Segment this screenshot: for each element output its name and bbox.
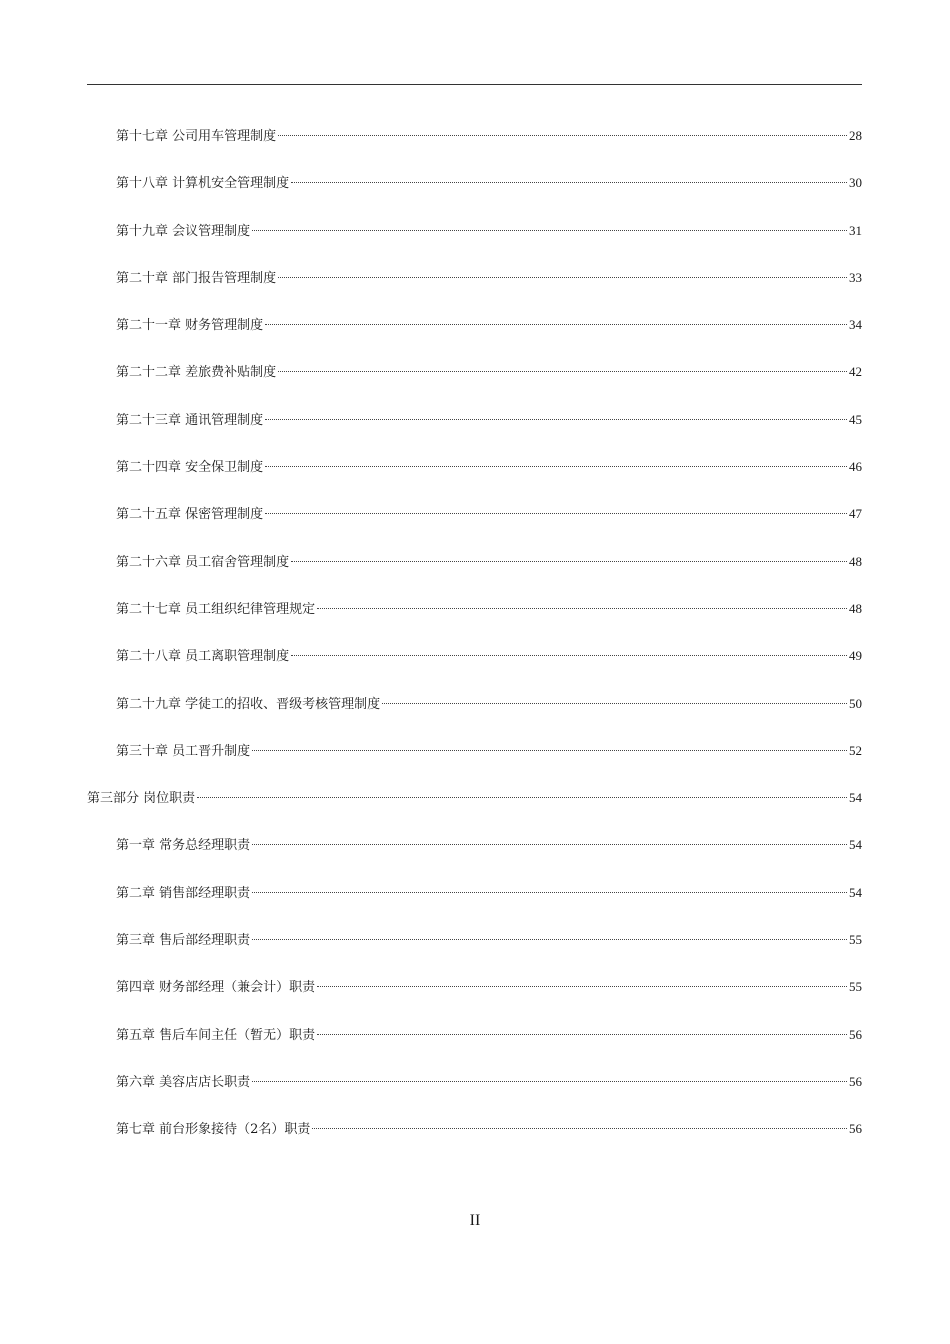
toc-dot-leader xyxy=(291,182,847,183)
toc-chapter-entry[interactable] xyxy=(87,680,862,727)
toc-entry-page: 48 xyxy=(849,553,862,569)
toc-entry-label: 第三部分 岗位职责 xyxy=(87,791,196,807)
toc-dot-leader xyxy=(265,419,847,420)
toc-entry-label: 第十七章 公司用车管理制度 xyxy=(116,129,277,144)
toc-entry-page: 48 xyxy=(849,600,862,616)
toc-entry-page: 28 xyxy=(849,128,862,143)
toc-entry-label: 第二十七章 员工组织纪律管理规定 xyxy=(116,601,316,617)
toc-dot-leader xyxy=(252,1081,847,1082)
toc-dot-leader xyxy=(278,135,847,136)
toc-entry-label: 第六章 美容店店长职责 xyxy=(116,1074,251,1090)
toc-entry-label: 第二十九章 学徒工的招收、晋级考核管理制度 xyxy=(116,696,381,712)
toc-chapter-entry[interactable] xyxy=(87,727,862,774)
toc-dot-leader xyxy=(278,277,847,278)
table-of-contents xyxy=(87,112,862,1153)
header-rule xyxy=(87,84,862,85)
toc-dot-leader xyxy=(265,513,847,514)
toc-dot-leader xyxy=(291,655,847,656)
toc-chapter-entry[interactable] xyxy=(87,1011,862,1058)
toc-dot-leader xyxy=(265,466,847,467)
toc-dot-leader xyxy=(197,797,847,798)
toc-chapter-entry[interactable] xyxy=(87,396,862,443)
toc-entry-label: 第二十三章 通讯管理制度 xyxy=(116,412,264,428)
toc-entry-page: 56 xyxy=(849,1073,862,1089)
toc-entry-page: 55 xyxy=(849,932,862,948)
toc-chapter-entry[interactable] xyxy=(87,821,862,868)
toc-entry-label: 第七章 前台形象接待（2名）职责 xyxy=(116,1122,311,1138)
toc-dot-leader xyxy=(252,750,847,751)
toc-chapter-entry[interactable] xyxy=(87,301,862,348)
toc-dot-leader xyxy=(252,230,847,231)
toc-entry-page: 47 xyxy=(849,506,862,522)
page-number: II xyxy=(469,1212,481,1229)
toc-chapter-entry[interactable] xyxy=(87,538,862,585)
toc-chapter-entry[interactable] xyxy=(87,254,862,301)
toc-dot-leader xyxy=(252,844,847,845)
toc-entry-page: 33 xyxy=(849,269,862,285)
toc-chapter-entry[interactable] xyxy=(87,869,862,916)
toc-entry-label: 第十八章 计算机安全管理制度 xyxy=(116,176,290,192)
toc-chapter-entry[interactable] xyxy=(87,159,862,206)
toc-chapter-entry[interactable] xyxy=(87,632,862,679)
toc-entry-page: 31 xyxy=(849,222,862,238)
toc-entry-label: 第一章 常务总经理职责 xyxy=(116,838,251,854)
toc-chapter-entry[interactable] xyxy=(87,443,862,490)
toc-chapter-entry[interactable] xyxy=(87,112,862,159)
toc-entry-page: 30 xyxy=(849,175,862,191)
toc-entry-label: 第三章 售后部经理职责 xyxy=(116,933,251,949)
toc-entry-page: 52 xyxy=(849,742,862,758)
toc-chapter-entry[interactable] xyxy=(87,207,862,254)
toc-entry-page: 56 xyxy=(849,1026,862,1042)
toc-entry-page: 46 xyxy=(849,459,862,475)
toc-dot-leader xyxy=(317,1034,847,1035)
toc-entry-page: 50 xyxy=(849,695,862,711)
toc-chapter-entry[interactable] xyxy=(87,348,862,395)
toc-dot-leader xyxy=(265,324,847,325)
toc-entry-label: 第二十章 部门报告管理制度 xyxy=(116,270,277,286)
toc-entry-label: 第五章 售后车间主任（暂无）职责 xyxy=(116,1027,316,1043)
toc-dot-leader xyxy=(317,986,847,987)
toc-entry-label: 第二十二章 差旅费补贴制度 xyxy=(116,365,277,381)
toc-chapter-entry[interactable] xyxy=(87,490,862,537)
toc-entry-page: 56 xyxy=(849,1121,862,1137)
toc-entry-page: 45 xyxy=(849,411,862,427)
toc-dot-leader xyxy=(312,1128,847,1129)
toc-entry-page: 54 xyxy=(849,837,862,853)
toc-dot-leader xyxy=(278,371,847,372)
toc-entry-page: 54 xyxy=(849,884,862,900)
toc-entry-page: 42 xyxy=(849,364,862,380)
toc-dot-leader xyxy=(317,608,847,609)
toc-dot-leader xyxy=(252,939,847,940)
toc-dot-leader xyxy=(382,703,847,704)
toc-chapter-entry[interactable] xyxy=(87,963,862,1010)
toc-entry-label: 第四章 财务部经理（兼会计）职责 xyxy=(116,980,316,996)
toc-part-entry[interactable] xyxy=(87,774,862,821)
toc-entry-page: 54 xyxy=(849,790,862,806)
toc-chapter-entry[interactable] xyxy=(87,1105,862,1152)
toc-entry-label: 第二十五章 保密管理制度 xyxy=(116,507,264,523)
toc-dot-leader xyxy=(252,892,847,893)
toc-entry-label: 第二章 销售部经理职责 xyxy=(116,885,251,901)
toc-entry-label: 第二十一章 财务管理制度 xyxy=(116,318,264,334)
toc-entry-page: 49 xyxy=(849,648,862,664)
toc-entry-label: 第二十六章 员工宿舍管理制度 xyxy=(116,554,290,570)
toc-entry-page: 55 xyxy=(849,979,862,995)
toc-entry-label: 第十九章 会议管理制度 xyxy=(116,223,251,239)
toc-entry-label: 第三十章 员工晋升制度 xyxy=(116,743,251,759)
toc-dot-leader xyxy=(291,561,847,562)
toc-entry-label: 第二十四章 安全保卫制度 xyxy=(116,460,264,476)
toc-chapter-entry[interactable] xyxy=(87,916,862,963)
toc-entry-page: 34 xyxy=(849,317,862,333)
toc-chapter-entry[interactable] xyxy=(87,1058,862,1105)
toc-chapter-entry[interactable] xyxy=(87,585,862,632)
toc-entry-label: 第二十八章 员工离职管理制度 xyxy=(116,649,290,665)
